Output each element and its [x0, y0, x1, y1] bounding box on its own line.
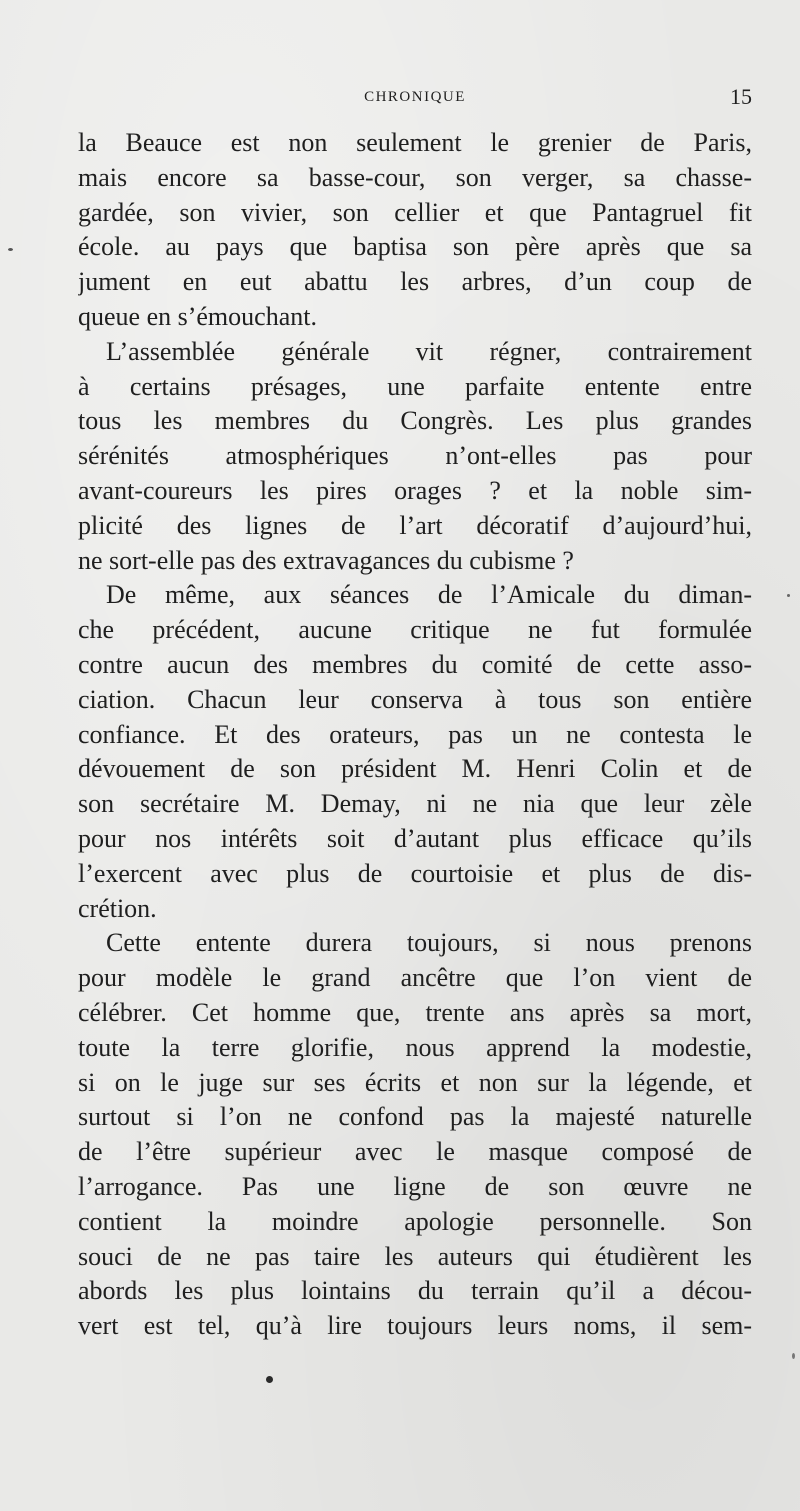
text-line: son secrétaire M. Demay, ni ne nia que leur zèle [78, 789, 752, 819]
text-line: la Beauce est non seulement le grenier de Paris, [78, 128, 752, 157]
body-text [78, 126, 752, 1344]
running-title: CHRONIQUE [364, 89, 466, 105]
text-line: à certains présages, une parfaite entente entre [78, 371, 752, 401]
text-line: de l’être supérieur avec le masque composé de [78, 1137, 752, 1167]
text-line: si on le juge sur ses écrits et non sur la légende, et [78, 1067, 752, 1097]
ink-speck [787, 594, 790, 597]
text-line: souci de ne pas taire les auteurs qui étudièrent les [78, 1241, 752, 1271]
text-line: vert est tel, qu’à lire toujours leurs noms, il sem- [78, 1311, 752, 1341]
text-line: sérénités atmosphériques n’ont-elles pas pour [78, 441, 752, 471]
text-line: contre aucun des membres du comité de cette asso- [78, 649, 752, 679]
paragraph-start-line: De même, aux séances de l’Amicale du diman- [106, 580, 752, 610]
paragraph-start-line: L’assemblée générale vit régner, contrairement [106, 336, 752, 366]
page-number: 15 [730, 84, 752, 109]
text-line: crétion. [78, 893, 157, 923]
text-line: l’arrogance. Pas une ligne de son œuvre ne [78, 1171, 752, 1201]
text-line: mais encore sa basse-cour, son verger, sa chasse- [78, 162, 752, 192]
text-line: toute la terre glorifie, nous apprend la modestie, [78, 1032, 752, 1062]
text-line: surtout si l’on ne confond pas la majesté naturelle [78, 1102, 752, 1132]
ink-speck [792, 1353, 795, 1359]
text-line: contient la moindre apologie personnelle. Son [78, 1206, 752, 1236]
running-header [78, 84, 752, 112]
text-line: avant-coureurs les pires orages ? et la noble sim- [78, 475, 752, 505]
text-line: l’exercent avec plus de courtoisie et plus de dis- [78, 858, 752, 888]
ink-speck [8, 248, 13, 251]
paragraph-start-line: Cette entente durera toujours, si nous prenons [106, 928, 752, 958]
text-line: ne sort-elle pas des extravagances du cubisme ? [78, 545, 574, 575]
text-line: confiance. Et des orateurs, pas un ne contesta le [78, 719, 752, 749]
text-line: dévouement de son président M. Henri Colin et de [78, 754, 752, 784]
text-line: abords les plus lointains du terrain qu’il a décou- [78, 1276, 752, 1306]
text-line: queue en s’émouchant. [78, 301, 317, 331]
text-line: jument en eut abattu les arbres, d’un coup de [78, 267, 752, 297]
text-line: che précédent, aucune critique ne fut formulée [78, 615, 752, 645]
text-line: plicité des lignes de l’art décoratif d’aujourd’hui, [78, 510, 752, 540]
text-line: école. au pays que baptisa son père après que sa [78, 232, 752, 262]
text-line: pour modèle le grand ancêtre que l’on vient de [78, 963, 752, 993]
text-line: célébrer. Cet homme que, trente ans après sa mort, [78, 997, 752, 1027]
text-line: gardée, son vivier, son cellier et que Pantagruel fit [78, 197, 752, 227]
text-line: tous les membres du Congrès. Les plus grandes [78, 406, 752, 436]
text-line: ciation. Chacun leur conserva à tous son entière [78, 684, 752, 714]
ink-speck [266, 1376, 273, 1383]
text-line: pour nos intérêts soit d’autant plus efficace qu’ils [78, 823, 752, 853]
